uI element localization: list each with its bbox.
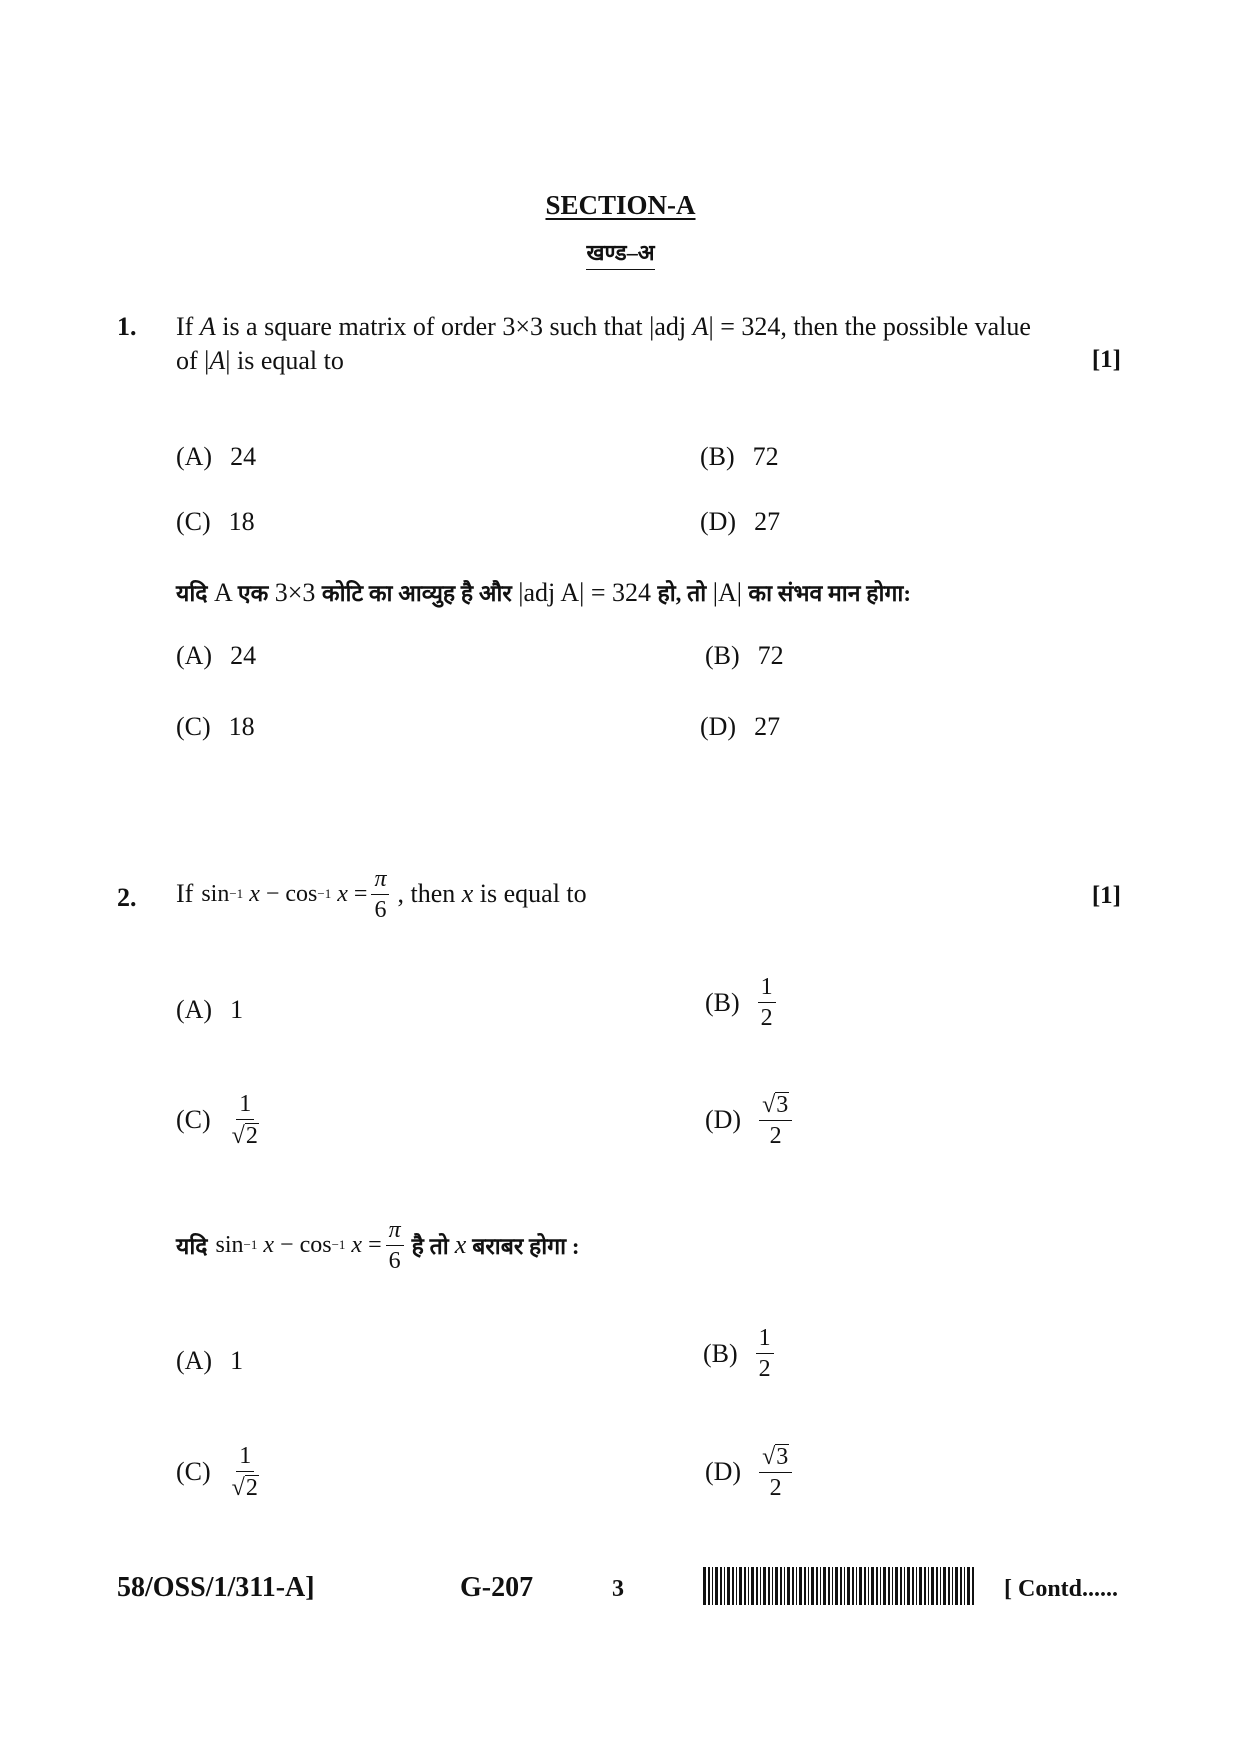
barcode-image [703,1567,975,1605]
q2-equation: sin −1 x − cos −1 x = $\frac{\pi}{6}$ [201,867,389,922]
question-2-text: If sin −1 x − cos −1 x = $\frac{\pi}{6}$ , then x is equal to [176,865,587,923]
q2-option-a[interactable]: (A) 1 [176,995,244,1024]
q2-hi-option-c[interactable]: (C) 1 √ 2 [176,1443,258,1501]
q1-hi-option-c[interactable]: (C) 18 [176,712,255,741]
q2-hi-option-d[interactable]: (D) √ 3 2 [705,1444,792,1500]
question-1-marks: [1] [1091,346,1121,373]
q1-hi-option-d[interactable]: (D) 27 [700,712,781,741]
question-2-text-hindi: यदि sin −1 x − cos −1 x = $\frac{\pi}{6}$ है तो x बराबर होगा : [176,1216,580,1274]
q2-hi-option-a[interactable]: (A) 1 [176,1346,244,1375]
section-title-hindi: खण्ड–अ [0,237,1241,267]
q1-option-a[interactable]: (A) 24 [176,442,257,471]
q1-hi-option-b[interactable]: (B) 72 [705,641,784,670]
q1-option-c[interactable]: (C) 18 [176,507,255,536]
question-number-2: 2. [117,883,137,912]
page-number: 3 [612,1576,624,1602]
question-1-text-line1: If A is a square matrix of order 3×3 such that |adj A| = 324, then the possible value [176,312,1031,341]
q2-option-b[interactable]: (B) $\frac{1}{2}$ [705,975,776,1030]
question-2-marks: [1] [1091,882,1121,909]
paper-series: G-207 [460,1572,534,1603]
question-1-text-hindi: यदि A एक 3×3 कोटि का आव्युह है और |adj A| = 324 हो, तो |A| का संभव मान होगा: [176,578,912,607]
q2-pi-over-6: $\frac{\pi}{6}$ [371,867,389,922]
q2-option-d[interactable]: (D) √ 3 2 [705,1092,792,1148]
question-number-1: 1. [117,312,137,341]
q2-hi-option-b[interactable]: (B) $\frac{1}{2}$ [703,1326,774,1381]
q1-hi-option-a[interactable]: (A) 24 [176,641,257,670]
q2-option-c[interactable]: (C) 1 √ 2 [176,1091,258,1149]
contd-label: [ Contd...... [1004,1576,1119,1602]
question-1-text-line2: of |A| is equal to [176,346,344,375]
q1-option-d[interactable]: (D) 27 [700,507,781,536]
section-title: SECTION-A [545,190,696,220]
q1-option-b[interactable]: (B) 72 [700,442,779,471]
paper-code: 58/OSS/1/311-A] [117,1572,315,1603]
